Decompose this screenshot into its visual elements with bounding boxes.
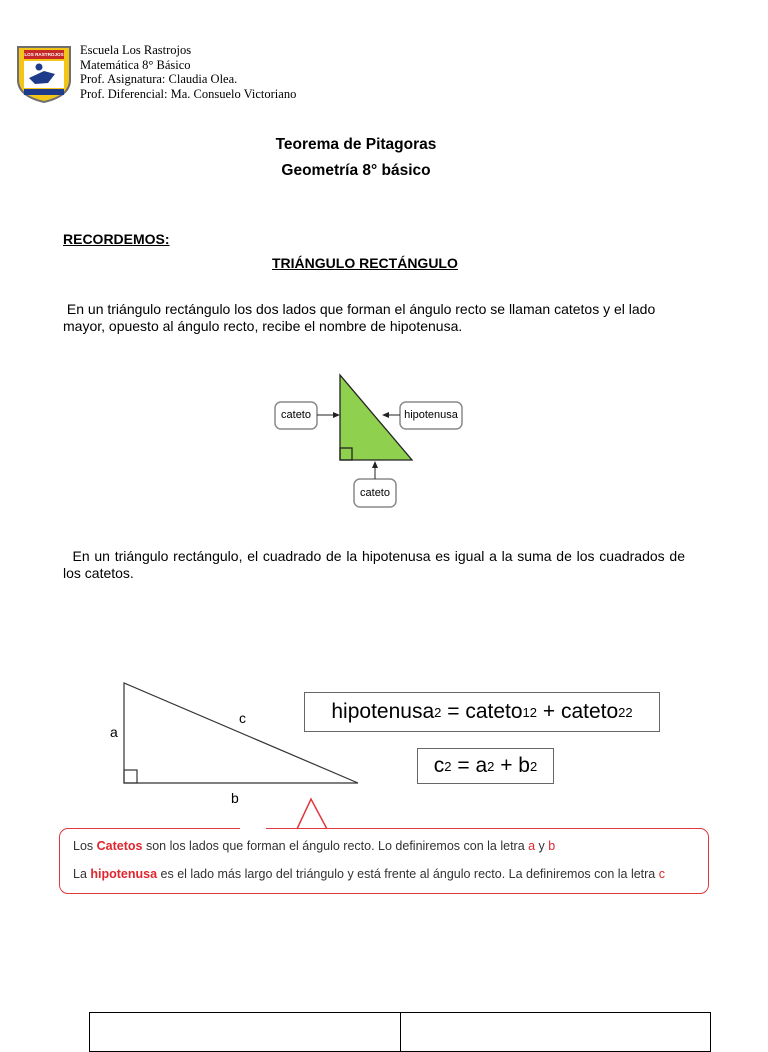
header-info <box>80 43 296 101</box>
page-title: Teorema de Pitagoras <box>275 136 437 153</box>
formula-hipotenusa: hipotenusa 2 = cateto 1 2 + cateto 2 2 <box>304 692 660 732</box>
definition-callout <box>59 828 709 894</box>
side-b-label: b <box>231 790 239 806</box>
label-cateto-bottom: cateto <box>360 487 390 499</box>
differential-teacher: Prof. Diferencial: Ma. Consuelo Victoriano <box>80 86 297 101</box>
table-divider <box>400 1013 401 1051</box>
logo-text: LOS RASTROJOS <box>24 52 64 57</box>
triangle-diagram <box>270 368 470 513</box>
paragraph-theorem: En un triángulo rectángulo, el cuadrado de la hipotenusa es igual a la suma de los cuadrados de los catetos. <box>63 548 685 581</box>
school-name: Escuela Los Rastrojos <box>80 43 192 57</box>
teacher-name: Prof. Asignatura: Claudia Olea. <box>80 72 238 86</box>
section-label: RECORDEMOS: <box>63 231 170 247</box>
label-hipotenusa: hipotenusa <box>404 409 458 421</box>
section-subheading: TRIÁNGULO RECTÁNGULO <box>272 255 458 271</box>
callout-hipotenusa-line: La hipotenusa es el lado más largo del triángulo y está frente al ángulo recto. La definiremos con la letra c <box>73 867 665 881</box>
school-logo <box>15 44 73 104</box>
formula-abc: c 2 = a 2 + b 2 <box>417 748 554 784</box>
page-subtitle: Geometría 8° básico <box>281 162 431 179</box>
side-c-label: c <box>239 710 246 726</box>
subject-name: Matemática 8° Básico <box>80 57 191 72</box>
side-a-label: a <box>110 724 118 740</box>
paragraph-definition: En un triángulo rectángulo los dos lados que forman el ángulo recto se llaman catetos y el lado mayor, opuesto al ángulo recto, recibe el nombre de hipotenusa. <box>63 301 656 334</box>
bottom-table <box>89 1012 711 1052</box>
label-cateto-left: cateto <box>281 409 311 421</box>
callout-catetos-line: Los Catetos son los lados que forman el ángulo recto. Lo definiremos con la letra a y b <box>73 839 556 853</box>
callout-pointer-cover <box>240 827 266 831</box>
